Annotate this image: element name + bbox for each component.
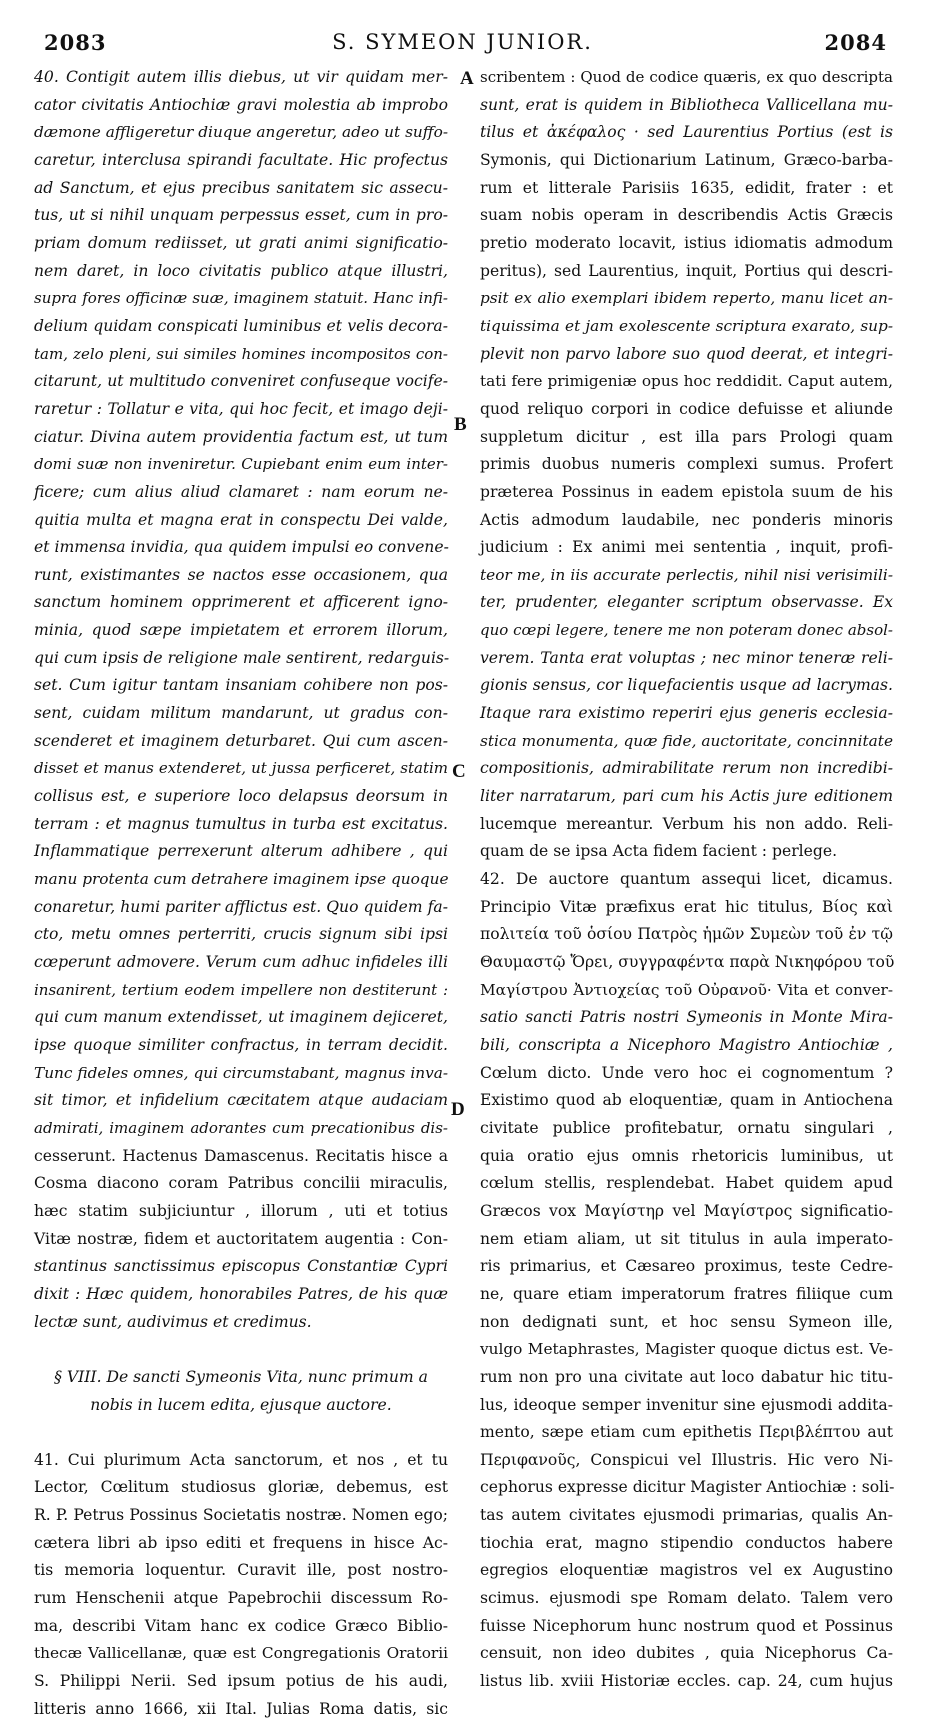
text-line: primis duobus numeris complexi sumus. Profert bbox=[480, 455, 893, 474]
text-line: plevit non parvo labore suo quod deerat, et integri- bbox=[480, 344, 893, 363]
text-line: insanirent, tertium eodem impellere non destiterunt : bbox=[34, 980, 448, 999]
text-line: non dedignati sunt, et hoc sensu Symeon ille, bbox=[480, 1312, 893, 1331]
right-column bbox=[480, 64, 893, 1696]
text-line: quo cœpi legere, tenere me non poteram donec absol- bbox=[480, 621, 893, 640]
margin-letter-c: C bbox=[452, 761, 466, 782]
text-line: Vitæ nostræ, fidem et auctoritatem augentia : Con- bbox=[34, 1229, 448, 1248]
text-line: litteris anno 1666, xii Ital. Julias Roma datis, sic bbox=[34, 1699, 448, 1718]
text-line: ad Sanctum, et ejus precibus sanitatem sic assecu- bbox=[34, 178, 448, 197]
text-line: Itaque rara existimo reperiri ejus generis ecclesia- bbox=[480, 704, 893, 723]
text-line: egregios eloquentiæ magistros vel ex Augustino bbox=[480, 1561, 893, 1580]
page-number-right: 2084 bbox=[824, 30, 887, 55]
text-line: liter narratarum, pari cum his Actis jure editionem bbox=[480, 787, 893, 806]
text-line: suam nobis operam in describendis Actis Græcis bbox=[480, 206, 893, 225]
text-line: domi suæ non inveniretur. Cupiebant enim eum inter- bbox=[34, 455, 448, 474]
text-line: supra fores officinæ suæ, imaginem statuit. Hanc infi- bbox=[34, 289, 448, 308]
text-line: sit timor, et infidelium cæcitatem atque audaciam bbox=[34, 1091, 448, 1110]
text-line: rum non pro una civitate aut loco dabatur hic titu- bbox=[480, 1367, 893, 1386]
text-line: ciatur. Divina autem providentia factum est, ut tum bbox=[34, 427, 448, 446]
text-line: dæmone affligeretur diuque angeretur, adeo ut suffo- bbox=[34, 123, 448, 142]
text-line: πολιτεία τοῦ ὁσίου Πατρὸς ἡμῶν Συμεὼν τοῦ ἐν τῷ bbox=[480, 925, 893, 944]
text-line: civitate publice profitebatur, ornatu singulari , bbox=[480, 1118, 893, 1137]
text-line: quia oratio ejus omnis rhetoricis luminibus, ut bbox=[480, 1146, 893, 1165]
text-line: Actis admodum laudabile, nec ponderis minoris bbox=[480, 510, 893, 529]
text-line: et immensa invidia, qua quidem impulsi eo convene- bbox=[34, 538, 449, 557]
text-line: cephorus expresse dicitur Magister Antiochiæ : soli- bbox=[480, 1478, 895, 1497]
text-line: sent, cuidam militum mandarunt, ut gradus con- bbox=[34, 704, 448, 723]
left-column bbox=[34, 64, 448, 1723]
text-line: præterea Possinus in eadem epistola suum de his bbox=[480, 482, 893, 501]
text-line: S. Philippi Nerii. Sed ipsum potius de his audi, bbox=[34, 1672, 448, 1691]
text-line: Περιφανοῦς, Conspicui vel Illustris. Hic vero Ni- bbox=[480, 1450, 893, 1469]
text-line: priam domum rediisset, ut grati animi significatio- bbox=[34, 233, 448, 252]
text-line bbox=[34, 1336, 448, 1364]
margin-letter-d: D bbox=[451, 1099, 465, 1120]
text-line: dixit : Hæc quidem, honorabiles Patres, de his quæ bbox=[34, 1284, 448, 1303]
margin-letter-b: B bbox=[454, 414, 467, 435]
text-line: judicium : Ex animi mei sententia , inquit, profi- bbox=[480, 538, 893, 557]
text-line: quitia multa et magna erat in conspectu Dei valde, bbox=[34, 510, 448, 529]
text-line: fuisse Nicephorum hunc nostrum quod et Possinus bbox=[480, 1616, 893, 1635]
text-line: Inflammatique perrexerunt alterum adhibere , qui bbox=[34, 842, 448, 861]
text-line: mento, sæpe etiam cum epithetis Περιβλέπτου aut bbox=[480, 1423, 893, 1442]
text-line: Principio Vitæ præfixus erat hic titulus, Βίος καὶ bbox=[480, 897, 893, 916]
running-title: S. SYMEON JUNIOR. bbox=[332, 30, 593, 54]
text-line: delium quidam conspicati luminibus et velis decora- bbox=[34, 316, 448, 335]
text-line: gionis sensus, cor liquefacientis usque ad lacrymas. bbox=[480, 676, 893, 695]
text-line: bili, conscripta a Nicephoro Magistro Antiochiæ , bbox=[480, 1035, 893, 1054]
text-line: qui cum manum extendisset, ut imaginem dejiceret, bbox=[34, 1008, 448, 1027]
text-line: collisus est, e superiore loco delapsus deorsum in bbox=[34, 787, 448, 806]
text-line: cator civitatis Antiochiæ gravi molestia ab improbo bbox=[34, 95, 448, 114]
text-line: satio sancti Patris nostri Symeonis in Monte Mira- bbox=[480, 1008, 893, 1027]
text-line: manu protenta cum detrahere imaginem ipse quoque bbox=[34, 870, 449, 889]
text-line: raretur : Tollatur e vita, qui hoc fecit, et imago deji- bbox=[34, 399, 448, 418]
text-line: qui cum ipsis de religione male sentirent, redarguis- bbox=[34, 648, 450, 667]
text-line: rum et litterale Parisiis 1635, edidit, frater : et bbox=[480, 178, 893, 197]
text-line: sanctum hominem opprimerent et afficerent igno- bbox=[34, 593, 448, 612]
text-line: conaretur, humi pariter afflictus est. Quo quidem fa- bbox=[34, 897, 448, 916]
page-number-left: 2083 bbox=[44, 30, 107, 55]
text-line: minia, quod sæpe impietatem et errorem illorum, bbox=[34, 621, 448, 640]
margin-letter-a: A bbox=[460, 68, 474, 89]
text-line bbox=[34, 1419, 448, 1447]
text-line: admirati, imaginem adorantes cum precationibus dis- bbox=[34, 1118, 448, 1137]
text-line: 42. De auctore quantum assequi licet, dicamus. bbox=[480, 870, 893, 889]
text-line: nem daret, in loco civitatis publico atque illustri, bbox=[34, 261, 448, 280]
text-line: Θαυμαστῷ Ὄρει, συγγραφέντα παρὰ Νικηφόρου τοῦ bbox=[480, 953, 895, 971]
text-line: tam, zelo pleni, sui similes homines incompositos con- bbox=[34, 344, 448, 363]
text-line: Symonis, qui Dictionarium Latinum, Græco-barba- bbox=[480, 150, 893, 169]
text-line: scimus. ejusmodi spe Romam delato. Talem vero bbox=[480, 1589, 893, 1608]
text-line: scenderet et imaginem deturbaret. Qui cum ascen- bbox=[34, 731, 448, 750]
text-line: cto, metu omnes perterriti, crucis signum sibi ipsi bbox=[34, 925, 448, 944]
text-line: citarunt, ut multitudo conveniret confuseque vocife- bbox=[34, 372, 448, 391]
text-line: nobis in lucem edita, ejusque auctore. bbox=[90, 1395, 392, 1414]
text-line: caretur, interclusa spirandi facultate. Hic profectus bbox=[34, 150, 448, 169]
text-line: Græcos vox Μαγίστηρ vel Μαγίστρος significatio- bbox=[480, 1201, 893, 1220]
text-line: tilus et ἀκέφαλος · sed Laurentius Portius (est is bbox=[480, 123, 893, 142]
text-line: rum Henschenii atque Papebrochii discessum Ro- bbox=[34, 1589, 448, 1608]
text-line: disset et manus extenderet, ut jussa perficeret, statim bbox=[34, 759, 448, 778]
text-line: Cœlum dicto. Unde vero hoc ei cognomentum ? bbox=[480, 1063, 893, 1082]
text-line: ficere; cum alius aliud clamaret : nam eorum ne- bbox=[34, 482, 448, 501]
text-line: 41. Cui plurimum Acta sanctorum, et nos , et tu bbox=[34, 1450, 448, 1469]
text-line: cesserunt. Hactenus Damascenus. Recitatis hisce a bbox=[34, 1146, 448, 1165]
text-line: compositionis, admirabilitate rerum non incredibi- bbox=[480, 759, 893, 778]
text-line: listus lib. xviii Historiæ eccles. cap. 24, cum hujus bbox=[480, 1672, 893, 1691]
text-line: lectæ sunt, audivimus et credimus. bbox=[34, 1312, 312, 1331]
text-line: tas autem civitates ejusmodi primarias, qualis An- bbox=[480, 1506, 893, 1525]
text-line: lucemque mereantur. Verbum his non addo. Reli- bbox=[480, 814, 893, 833]
text-line: 40. Contigit autem illis diebus, ut vir quidam mer- bbox=[34, 68, 448, 86]
text-line: tiquissima et jam exolescente scriptura exarato, sup- bbox=[480, 316, 893, 335]
text-line: cœperunt admovere. Verum cum adhuc infideles illi bbox=[34, 953, 448, 971]
text-line: censuit, non ideo dubites , quia Nicephorus Ca- bbox=[480, 1644, 893, 1663]
text-line: hæc statim subjiciuntur , illorum , uti et totius bbox=[34, 1201, 448, 1220]
text-line: pretio moderato locavit, istius idiomatis admodum bbox=[480, 233, 893, 252]
text-line: ter, prudenter, eleganter scriptum observasse. Ex bbox=[480, 593, 893, 612]
text-line: Existimo quod ab eloquentiæ, quam in Antiochena bbox=[480, 1091, 893, 1110]
text-line: Μαγίστρου Ἀντιοχείας τοῦ Οὐρανοῦ· Vita et conver- bbox=[480, 980, 893, 999]
text-line: cætera libri ab ipso editi et frequens in hisce Ac- bbox=[34, 1533, 448, 1552]
text-line: sunt, erat is quidem in Bibliotheca Vallicellana mu- bbox=[480, 95, 893, 114]
text-line: Tunc fideles omnes, qui circumstabant, magnus inva- bbox=[34, 1063, 448, 1082]
text-line: cœlum stellis, resplendebat. Habet quidem apud bbox=[480, 1174, 893, 1193]
text-line: scribentem : Quod de codice quæris, ex quo descripta bbox=[480, 68, 893, 86]
text-line: psit ex alio exemplari ibidem reperto, manu licet an- bbox=[480, 289, 893, 308]
text-line: teor me, in iis accurate perlectis, nihil nisi verisimili- bbox=[480, 565, 893, 584]
text-line: ris primarius, et Cæsareo proximus, teste Cedre- bbox=[480, 1257, 893, 1276]
text-line: verem. Tanta erat voluptas ; nec minor teneræ reli- bbox=[480, 648, 893, 667]
text-line: tati fere primigeniæ opus hoc reddidit. Caput autem, bbox=[480, 372, 893, 391]
text-line: § VIII. De sancti Symeonis Vita, nunc primum a bbox=[54, 1367, 428, 1386]
text-line: lus, ideoque semper invenitur sine ejusmodi addita- bbox=[480, 1395, 893, 1414]
text-line: Lector, Cœlitum studiosus gloriæ, debemus, est bbox=[34, 1478, 448, 1497]
text-line: stica monumenta, quæ fide, auctoritate, concinnitate bbox=[480, 731, 893, 750]
text-line: tiochia erat, magno stipendio conductos habere bbox=[480, 1533, 893, 1552]
text-line: quod reliquo corpori in codice defuisse et aliunde bbox=[480, 399, 893, 418]
text-line: ne, quare etiam imperatorum fratres filiique cum bbox=[480, 1284, 893, 1303]
text-line: vulgo Metaphrastes, Magister quoque dictus est. Ve- bbox=[480, 1340, 893, 1359]
text-line: peritus), sed Laurentius, inquit, Portius qui descri- bbox=[480, 261, 893, 280]
text-line: ma, describi Vitam hanc ex codice Græco Biblio- bbox=[34, 1616, 448, 1635]
text-line: stantinus sanctissimus episcopus Constantiæ Cypri bbox=[34, 1257, 448, 1276]
text-line: suppletum dicitur , est illa pars Prologi quam bbox=[480, 427, 893, 446]
text-line: Cosma diacono coram Patribus concilii miraculis, bbox=[34, 1174, 448, 1193]
text-line: nem etiam aliam, ut sit titulus in aula imperato- bbox=[480, 1229, 893, 1248]
text-line: R. P. Petrus Possinus Societatis nostræ. Nomen ego; bbox=[34, 1506, 448, 1525]
text-line: quam de se ipsa Acta fidem facient : perlege. bbox=[480, 842, 838, 861]
text-line: ipse quoque similiter confractus, in terram decidit. bbox=[34, 1035, 448, 1054]
text-line: set. Cum igitur tantam insaniam cohibere non pos- bbox=[34, 676, 448, 695]
text-line: runt, existimantes se nactos esse occasionem, qua bbox=[34, 565, 448, 584]
text-line: tus, ut si nihil unquam perpessus esset, cum in pro- bbox=[34, 206, 448, 225]
text-line: terram : et magnus tumultus in turba est excitatus. bbox=[34, 814, 448, 833]
text-line: thecæ Vallicellanæ, quæ est Congregationis Oratorii bbox=[34, 1644, 448, 1663]
text-line: tis memoria loquentur. Curavit ille, post nostro- bbox=[34, 1561, 448, 1580]
